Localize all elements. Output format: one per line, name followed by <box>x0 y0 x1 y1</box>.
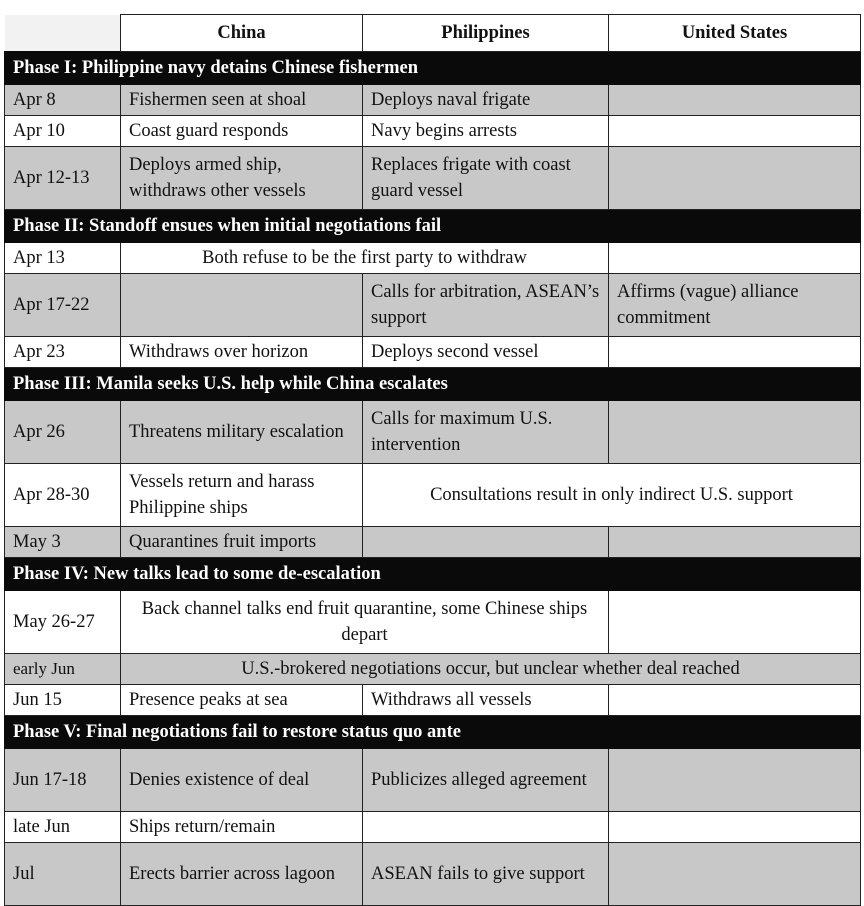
date-cell: May 3 <box>5 527 121 558</box>
table-row <box>5 274 861 337</box>
philippines-cell: ASEAN fails to give support <box>363 843 609 906</box>
merged-cell: Back channel talks end fruit quarantine, some Chinese ships depart <box>121 591 609 654</box>
table-row <box>5 401 861 464</box>
date-cell: early Jun <box>5 654 121 685</box>
date-cell: Jul <box>5 843 121 906</box>
philippines-cell: Calls for arbitration, ASEAN’s support <box>363 274 609 337</box>
china-cell: Ships return/remain <box>121 812 363 843</box>
phase-5-title: Phase V: Final negotiations fail to restore status quo ante <box>5 716 861 749</box>
date-cell: Apr 10 <box>5 116 121 147</box>
us-cell <box>609 85 861 116</box>
us-cell <box>609 812 861 843</box>
table-row <box>5 685 861 716</box>
table-row <box>5 591 861 654</box>
date-cell: Apr 23 <box>5 337 121 368</box>
timeline-table <box>4 14 861 906</box>
table-row <box>5 243 861 274</box>
us-cell <box>609 243 861 274</box>
us-cell <box>609 685 861 716</box>
table-row <box>5 85 861 116</box>
us-cell <box>609 843 861 906</box>
philippines-cell: Calls for maximum U.S. intervention <box>363 401 609 464</box>
philippines-cell <box>363 527 609 558</box>
philippines-cell: Publicizes alleged agreement <box>363 749 609 812</box>
header-china: China <box>121 15 363 52</box>
philippines-cell: Withdraws all vessels <box>363 685 609 716</box>
merged-cell: U.S.-brokered negotiations occur, but unclear whether deal reached <box>121 654 861 685</box>
date-cell: May 26-27 <box>5 591 121 654</box>
phase-4-row <box>5 558 861 591</box>
philippines-cell: Navy begins arrests <box>363 116 609 147</box>
phase-2-row <box>5 210 861 243</box>
phase-4-title: Phase IV: New talks lead to some de-escalation <box>5 558 861 591</box>
table-row <box>5 527 861 558</box>
china-cell: Coast guard responds <box>121 116 363 147</box>
china-cell: Vessels return and harass Philippine ships <box>121 464 363 527</box>
table-row <box>5 116 861 147</box>
merged-cell: Both refuse to be the first party to withdraw <box>121 243 609 274</box>
us-cell <box>609 527 861 558</box>
header-philippines: Philippines <box>363 15 609 52</box>
us-cell <box>609 147 861 210</box>
date-cell: Apr 12-13 <box>5 147 121 210</box>
us-cell <box>609 591 861 654</box>
table-row <box>5 654 861 685</box>
philippines-cell: Deploys second vessel <box>363 337 609 368</box>
date-cell: Apr 8 <box>5 85 121 116</box>
phase-3-title: Phase III: Manila seeks U.S. help while China escalates <box>5 368 861 401</box>
phase-1-row <box>5 52 861 85</box>
table-row <box>5 843 861 906</box>
date-cell: Apr 26 <box>5 401 121 464</box>
timeline-table-container <box>4 14 860 906</box>
china-cell: Erects barrier across lagoon <box>121 843 363 906</box>
phase-3-row <box>5 368 861 401</box>
us-cell <box>609 337 861 368</box>
header-united-states: United States <box>609 15 861 52</box>
table-row <box>5 147 861 210</box>
philippines-cell: Deploys naval frigate <box>363 85 609 116</box>
phase-1-title: Phase I: Philippine navy detains Chinese fishermen <box>5 52 861 85</box>
date-cell: Apr 17-22 <box>5 274 121 337</box>
table-row <box>5 337 861 368</box>
table-row <box>5 464 861 527</box>
header-blank <box>5 15 121 52</box>
china-cell: Deploys armed ship, withdraws other vessels <box>121 147 363 210</box>
china-cell: Threatens military escalation <box>121 401 363 464</box>
phase-5-row <box>5 716 861 749</box>
china-cell: Fishermen seen at shoal <box>121 85 363 116</box>
header-row <box>5 15 861 52</box>
table-row <box>5 749 861 812</box>
merged-cell: Consultations result in only indirect U.S. support <box>363 464 861 527</box>
phase-2-title: Phase II: Standoff ensues when initial negotiations fail <box>5 210 861 243</box>
us-cell: Affirms (vague) alliance commitment <box>609 274 861 337</box>
china-cell: Quarantines fruit imports <box>121 527 363 558</box>
philippines-cell: Replaces frigate with coast guard vessel <box>363 147 609 210</box>
date-cell: late Jun <box>5 812 121 843</box>
china-cell: Presence peaks at sea <box>121 685 363 716</box>
date-cell: Apr 28-30 <box>5 464 121 527</box>
table-row <box>5 812 861 843</box>
date-cell: Jun 15 <box>5 685 121 716</box>
philippines-cell <box>363 812 609 843</box>
us-cell <box>609 401 861 464</box>
date-cell: Jun 17-18 <box>5 749 121 812</box>
china-cell <box>121 274 363 337</box>
us-cell <box>609 116 861 147</box>
date-cell: Apr 13 <box>5 243 121 274</box>
us-cell <box>609 749 861 812</box>
china-cell: Withdraws over horizon <box>121 337 363 368</box>
china-cell: Denies existence of deal <box>121 749 363 812</box>
